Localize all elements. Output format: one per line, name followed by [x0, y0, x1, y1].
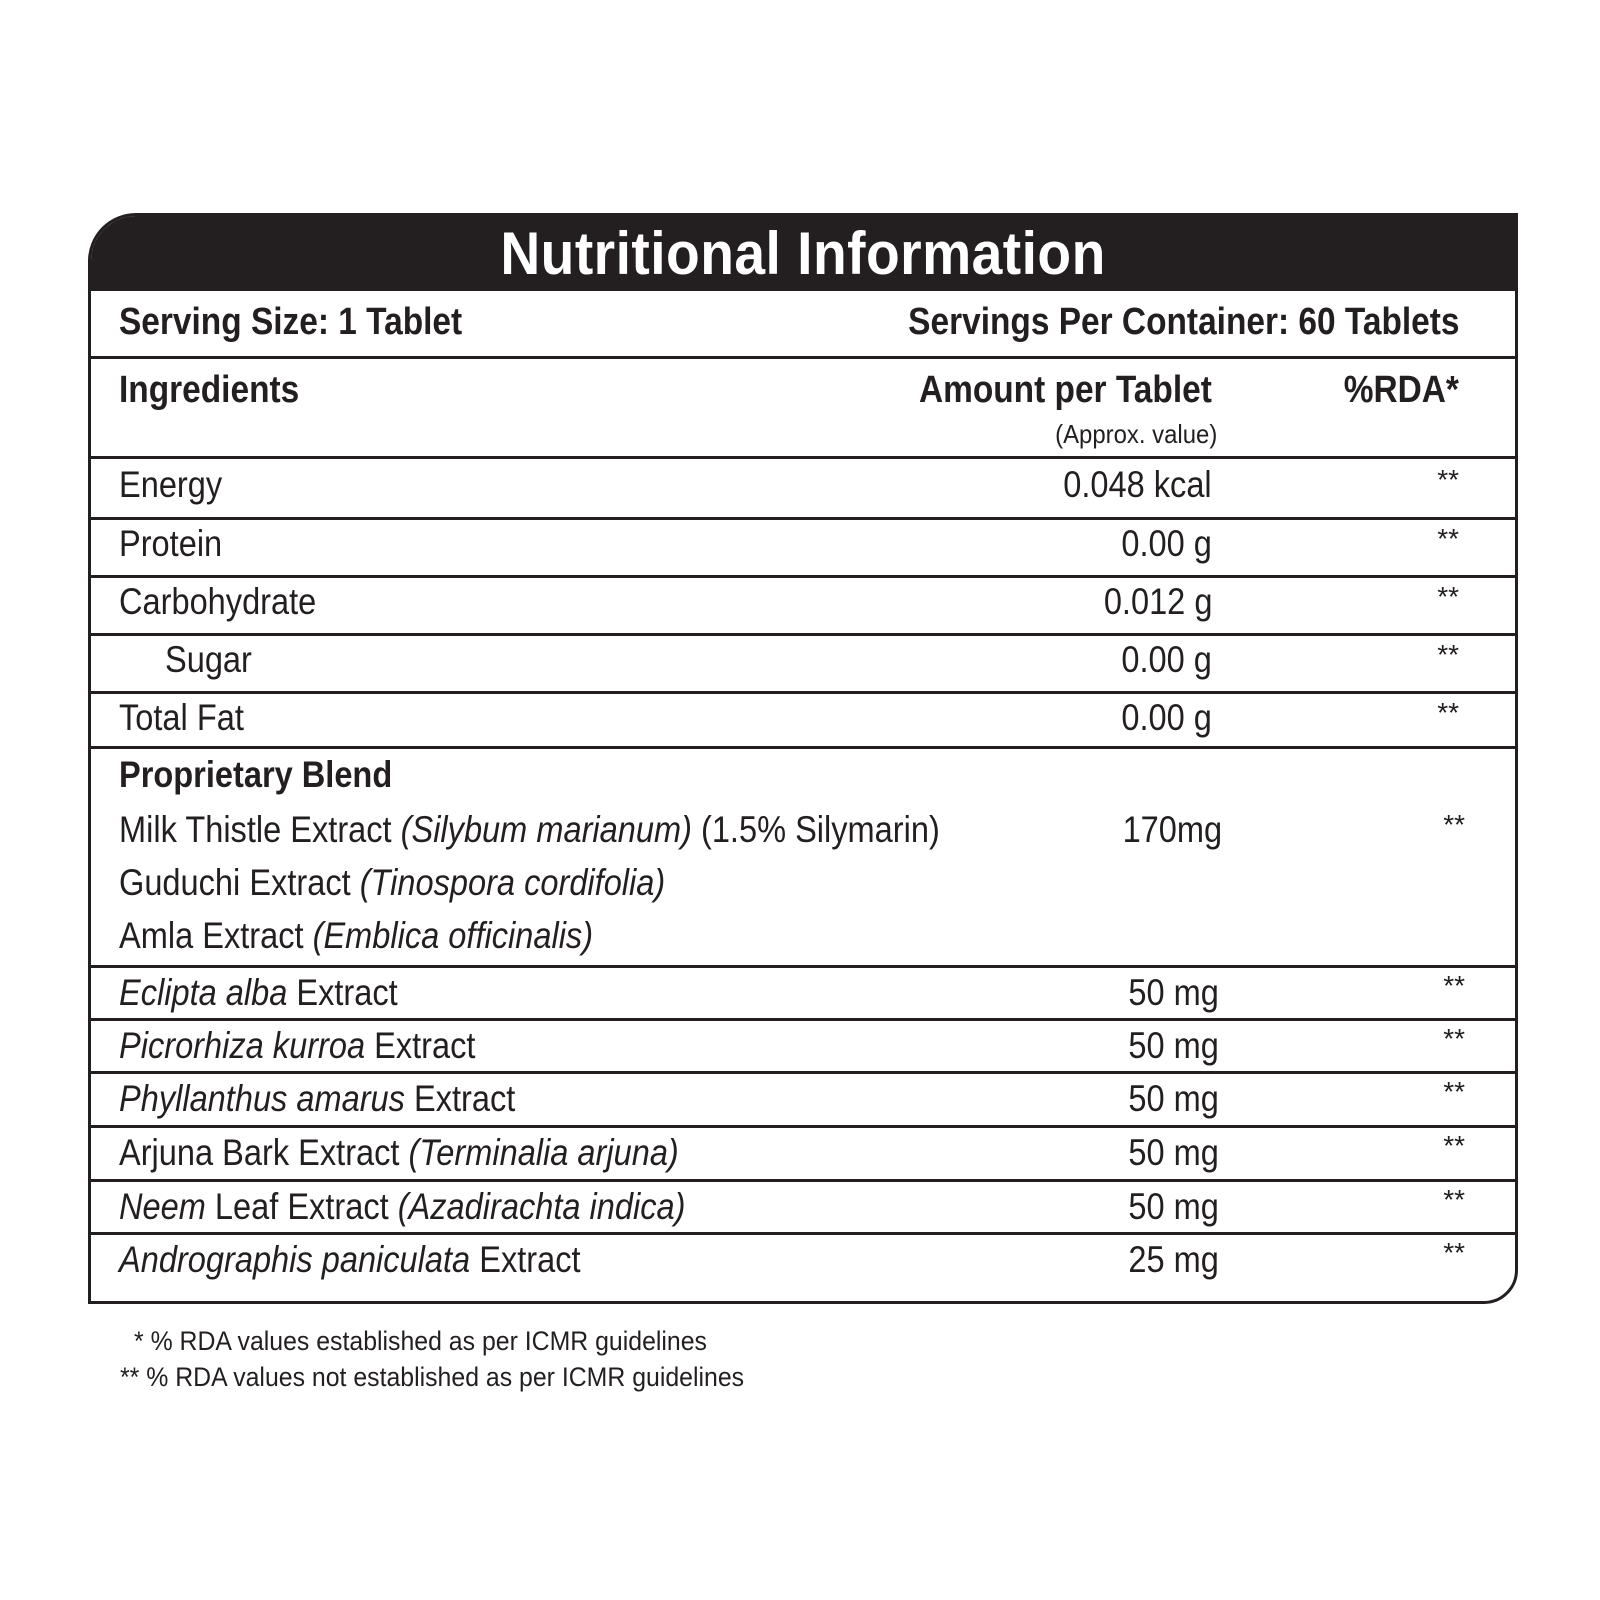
serving-size: Serving Size: 1 Tablet [119, 301, 463, 343]
latin-name: (Azadirachta indica) [397, 1186, 686, 1227]
blend-title: Proprietary Blend [119, 754, 393, 795]
nutrition-panel [88, 213, 1518, 1304]
extract-amount: 50 mg [1128, 1025, 1219, 1066]
extract-amount: 50 mg [1128, 1132, 1219, 1173]
latin-name: Phyllanthus amarus [119, 1078, 405, 1119]
extract-label: Arjuna Bark Extract [119, 1132, 409, 1173]
extract-row [91, 1128, 1515, 1182]
extract-name [119, 1025, 475, 1067]
footnote-single-star: * % RDA values established as per ICMR guidelines [134, 1326, 707, 1356]
blend-amount: 170mg [1122, 809, 1222, 850]
nutrient-rda: ** [1437, 464, 1459, 495]
nutrient-row [91, 459, 1515, 520]
nutrient-rda: ** [1437, 581, 1459, 612]
footnote-double-star: ** % RDA values not established as per ICMR guidelines [120, 1362, 745, 1392]
rda-header: %RDA* [1343, 369, 1459, 411]
nutrient-amount: 0.012 g [1103, 581, 1212, 622]
extract-rda: ** [1443, 1023, 1465, 1054]
extract-row [91, 1182, 1515, 1235]
nutrient-row [91, 520, 1515, 578]
amount-header: Amount per Tablet [919, 369, 1212, 411]
nutrient-amount: 0.00 g [1121, 523, 1212, 564]
extract-label: Extract [287, 972, 398, 1013]
nutrient-amount: 0.048 kcal [1063, 464, 1212, 505]
extract-amount: 50 mg [1128, 1186, 1219, 1227]
blend-line-guduchi [119, 862, 665, 904]
extract-amount: 50 mg [1128, 972, 1219, 1013]
column-header-row [91, 359, 1515, 459]
latin-name: (Tinospora cordifolia) [359, 862, 666, 903]
extract-label: Extract [470, 1239, 581, 1280]
nutrient-row [91, 694, 1515, 749]
nutrient-rda: ** [1437, 523, 1459, 554]
nutrient-row [91, 578, 1515, 636]
extract-name [119, 1078, 515, 1120]
latin-name: Picrorhiza kurroa [119, 1025, 366, 1066]
ingredient-name: Guduchi Extract [119, 862, 360, 903]
extract-name [119, 1132, 679, 1174]
extract-rda: ** [1443, 1237, 1465, 1268]
extract-rda: ** [1443, 970, 1465, 1001]
nutrient-amount: 0.00 g [1121, 697, 1212, 738]
title-bar [91, 216, 1515, 291]
proprietary-blend [91, 749, 1515, 968]
latin-name: Neem [119, 1186, 206, 1227]
extract-rda: ** [1443, 1076, 1465, 1107]
extract-row [91, 1235, 1515, 1301]
amount-note: (Approx. value) [1054, 419, 1217, 449]
extract-row [91, 1074, 1515, 1128]
extract-name [119, 1239, 581, 1281]
blend-line-milk-thistle [119, 809, 940, 851]
extract-row [91, 968, 1515, 1021]
nutrient-name: Carbohydrate [119, 581, 317, 622]
nutrient-name: Sugar [165, 639, 252, 680]
latin-name: Andrographis paniculata [119, 1239, 471, 1280]
servings-per-container: Servings Per Container: 60 Tablets [907, 301, 1459, 343]
extract-rda: ** [1443, 1184, 1465, 1215]
latin-name: (Emblica officinalis) [312, 915, 594, 956]
panel-title: Nutritional Information [500, 220, 1106, 287]
extract-rda: ** [1443, 1130, 1465, 1161]
ingredient-name: Amla Extract [119, 915, 313, 956]
ingredient-note: (1.5% Silymarin) [691, 809, 940, 850]
extract-label: Leaf Extract [205, 1186, 398, 1227]
nutrient-name: Total Fat [119, 697, 244, 738]
nutrient-rda: ** [1437, 639, 1459, 670]
extract-name [119, 1186, 685, 1228]
extract-label: Extract [404, 1078, 516, 1119]
latin-name: Eclipta alba [119, 972, 288, 1013]
blend-rda: ** [1443, 809, 1465, 840]
nutrient-row [91, 636, 1515, 694]
nutrient-amount: 0.00 g [1121, 639, 1212, 680]
nutrient-name: Protein [119, 523, 223, 564]
extract-name [119, 972, 398, 1014]
latin-name: (Terminalia arjuna) [408, 1132, 679, 1173]
blend-line-amla [119, 915, 593, 957]
extract-amount: 25 mg [1128, 1239, 1219, 1280]
nutrient-name: Energy [119, 464, 223, 505]
extract-amount: 50 mg [1128, 1078, 1219, 1119]
serving-row [91, 291, 1515, 359]
ingredients-header: Ingredients [119, 369, 300, 411]
extract-row [91, 1021, 1515, 1074]
latin-name: (Silybum marianum) [400, 809, 692, 850]
extract-label: Extract [365, 1025, 476, 1066]
ingredient-name: Milk Thistle Extract [119, 809, 401, 850]
nutrient-rda: ** [1437, 697, 1459, 728]
